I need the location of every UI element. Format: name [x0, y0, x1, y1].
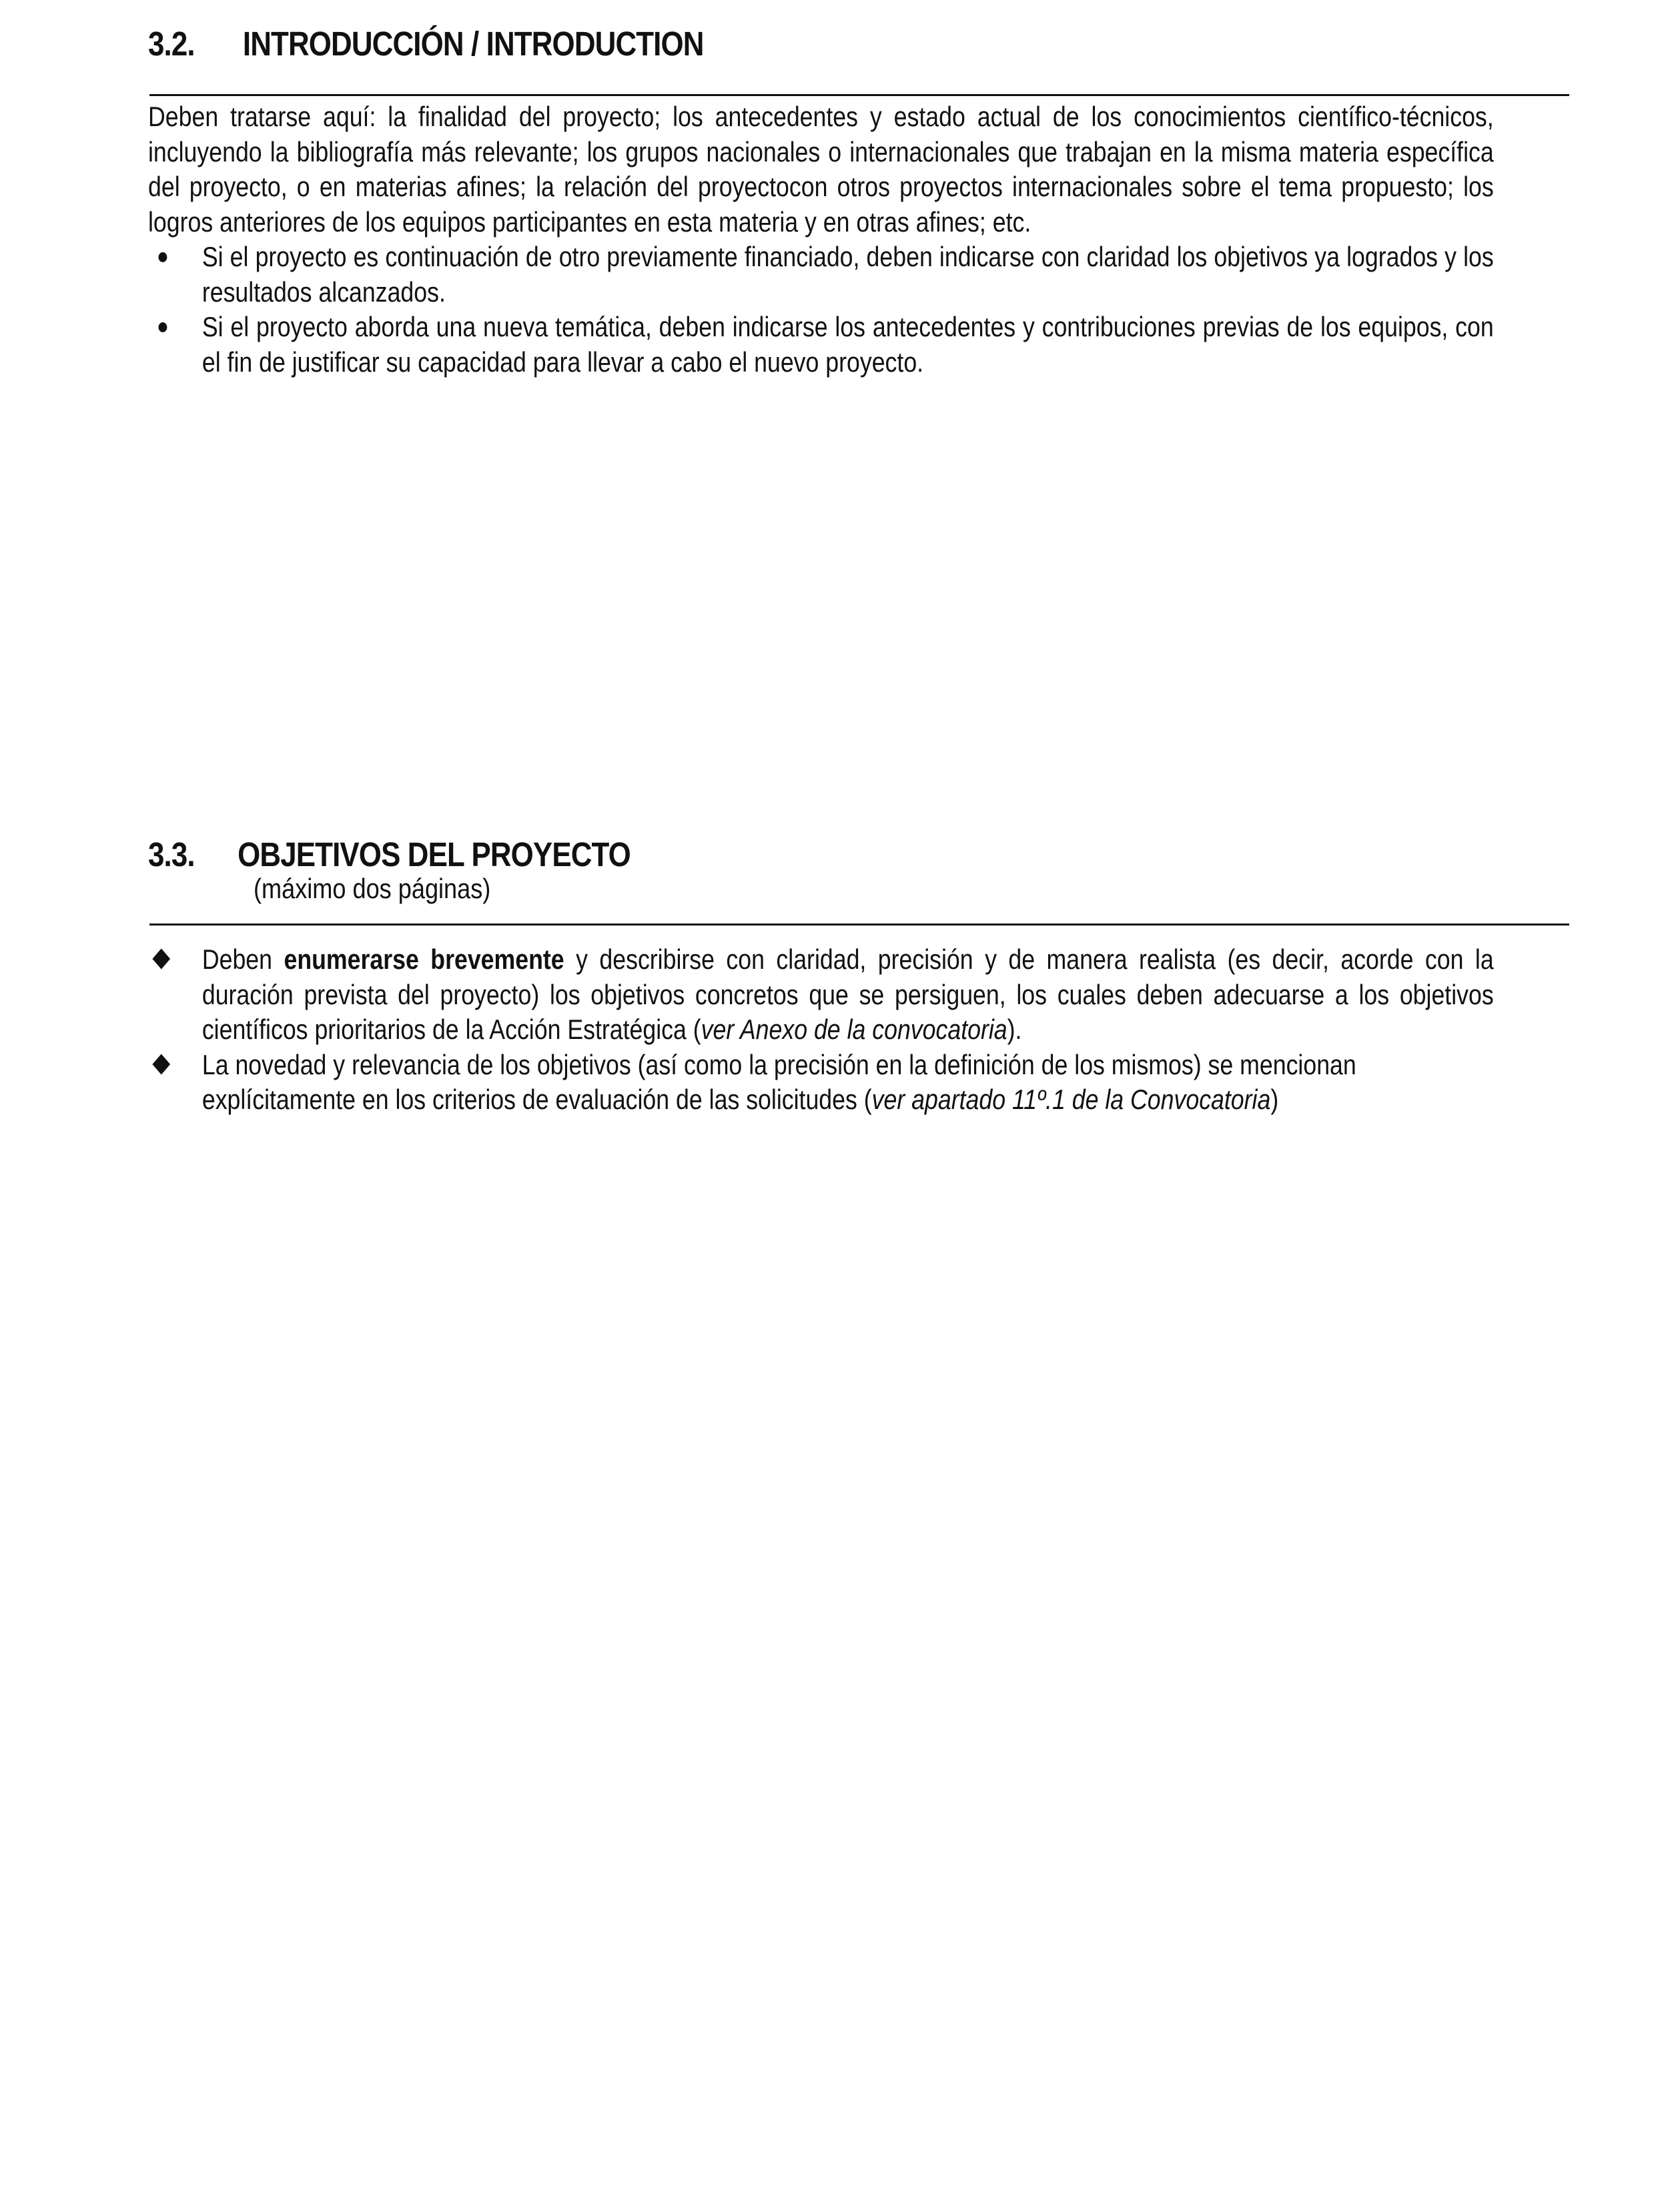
objectives-bullet-2-prefix: La novedad y relevancia de los objetivos (así como la precisión en la definición de los mismos) se mencionan explícitamente en los criterios de evaluación de las solicitudes (	[201, 1048, 1356, 1115]
section-intro-paragraph: Deben tratarse aquí: la finalidad del proyecto; los antecedentes y estado actual de los conocimientos científico-técnicos, incluyendo la bibliografía más relevante; los grupos nacionales o internacionales que trabajan en la misma materia específica del proyecto, o en materias afines; la relación del proyectocon otros proyectos internacionales sobre el tema propuesto; los logros anteriores de los equipos participantes en esta materia y en otras afines; etc.	[148, 101, 1494, 238]
section-intro-number: 3.2.	[148, 25, 195, 63]
section-objectives-heading	[148, 835, 631, 874]
objectives-bullet-2-italic: ver apartado 11º.1 de la Convocatoria	[871, 1084, 1271, 1115]
diamond-bullet-icon	[152, 1054, 170, 1074]
section-objectives-bullet-list	[148, 942, 1494, 1118]
list-item	[148, 1048, 1494, 1118]
section-intro-bullet-list	[148, 240, 1494, 380]
list-item	[148, 310, 1494, 380]
objectives-bullet-1-prefix: Deben	[201, 944, 284, 975]
list-item-text: Si el proyecto aborda una nueva temática, deben indicarse los antecedentes y contribuciones previas de los equipos, con el fin de justificar su capacidad para llevar a cabo el nuevo proyecto.	[201, 311, 1494, 378]
diamond-bullet-icon	[152, 948, 170, 969]
objectives-bullet-1-bold: enumerarse brevemente	[284, 944, 564, 975]
list-item	[148, 240, 1494, 310]
section-intro-heading	[148, 24, 704, 63]
bullet-dot-icon	[158, 322, 167, 332]
section-objectives-number: 3.3.	[148, 835, 195, 873]
section-intro-title: INTRODUCCIÓN / INTRODUCTION	[242, 25, 704, 63]
objectives-bullet-2-suffix: )	[1270, 1084, 1279, 1115]
list-item	[148, 942, 1494, 1048]
list-item-text: Si el proyecto es continuación de otro previamente financiado, deben indicarse con claridad los objetivos ya logrados y los resultados alcanzados.	[201, 241, 1494, 308]
section-objectives-subtitle: (máximo dos páginas)	[254, 873, 491, 904]
objectives-bullet-1-middle: y describirse con claridad, precisión y de manera realista (es decir, acorde con la duración prevista del proyecto) los objetivos concretos que se persiguen, los cuales deben adecuarse a los objetivos científicos prioritarios de la Acción Estratégica (	[201, 944, 1494, 1045]
section-objectives-title: OBJETIVOS DEL PROYECTO	[238, 835, 631, 873]
bullet-dot-icon	[158, 252, 167, 262]
objectives-bullet-1-suffix: ).	[1007, 1014, 1022, 1045]
section-intro-divider	[149, 94, 1569, 96]
section-objectives-divider	[149, 924, 1569, 926]
objectives-bullet-1-italic: ver Anexo de la convocatoria	[701, 1014, 1007, 1045]
